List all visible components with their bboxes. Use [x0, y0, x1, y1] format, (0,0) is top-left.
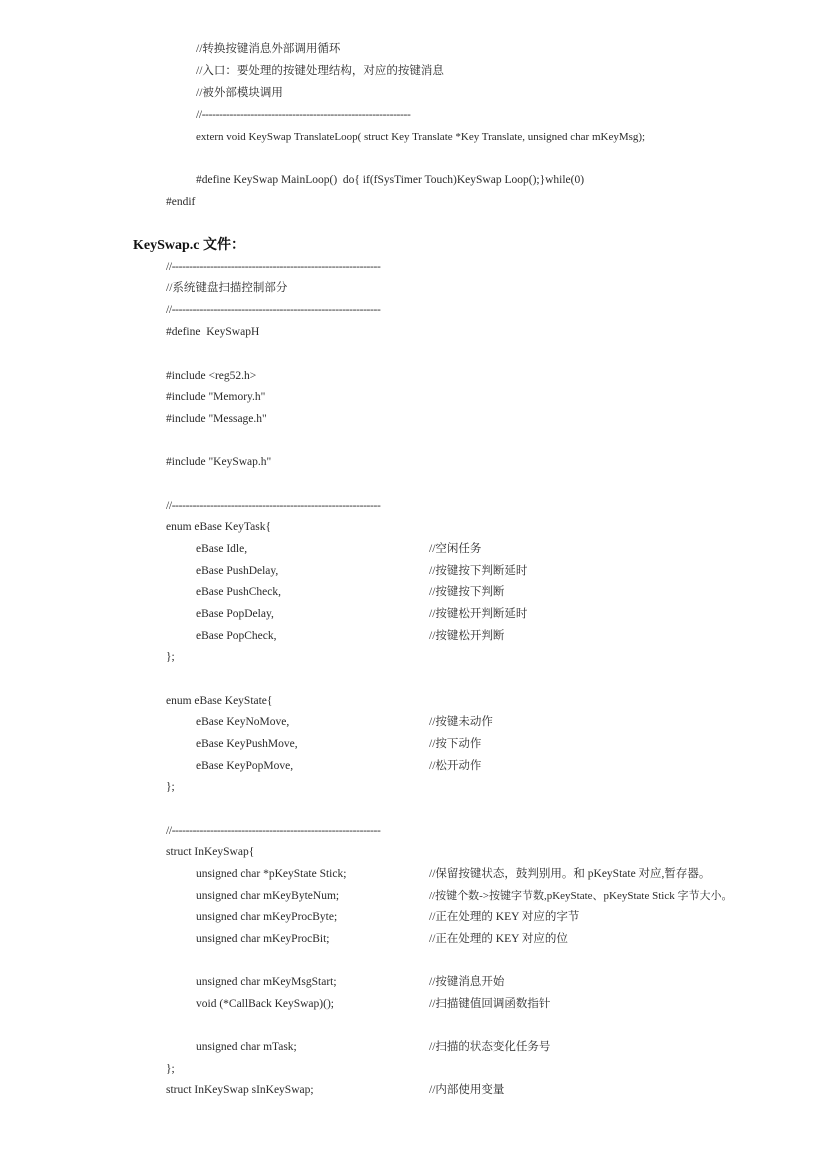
struct-comment: //按键消息开始 [429, 976, 505, 988]
struct-comment: //保留按键状态，鼓判别用。和 pKeyState 对应,暂存器。 [429, 868, 711, 880]
struct-comment: //正在处理的 KEY 对应的字节 [429, 911, 580, 923]
struct-field: unsigned char mTask; [196, 1041, 297, 1053]
section-heading: KeySwap.c 文件： [133, 238, 245, 253]
struct-comment: //按键个数->按键字节数,pKeyState、pKeyState Stick 字节大小。 [429, 890, 733, 902]
enum-item: eBase PopDelay, [196, 608, 274, 620]
enum-item: eBase PopCheck, [196, 630, 277, 642]
code-line: #include "Message.h" [166, 413, 267, 425]
code-line: }; [166, 651, 175, 663]
code-line: enum eBase KeyTask{ [166, 521, 271, 533]
code-line: struct InKeySwap sInKeySwap; [166, 1084, 314, 1096]
struct-comment: //正在处理的 KEY 对应的位 [429, 933, 568, 945]
struct-comment: //内部使用变量 [429, 1084, 505, 1096]
code-line: //入口：要处理的按键处理结构，对应的按键消息 [196, 65, 444, 77]
code-line: #include "Memory.h" [166, 391, 266, 403]
struct-field: unsigned char *pKeyState Stick; [196, 868, 347, 880]
struct-field: unsigned char mKeyByteNum; [196, 890, 340, 902]
code-line: enum eBase KeyState{ [166, 695, 273, 707]
enum-comment: //空闲任务 [429, 543, 482, 555]
struct-field: unsigned char mKeyMsgStart; [196, 976, 337, 988]
enum-item: eBase PushCheck, [196, 586, 281, 598]
enum-comment: //松开动作 [429, 760, 482, 772]
code-line: #include "KeySwap.h" [166, 456, 272, 468]
enum-item: eBase Idle, [196, 543, 248, 555]
code-line: //转换按键消息外部调用循环 [196, 43, 341, 55]
code-line: //------------------------------------------------------------ [166, 500, 381, 512]
code-line: extern void KeySwap TranslateLoop( struct Key Translate *Key Translate, unsigned char mKeyMsg); [196, 131, 646, 143]
code-line: #define KeySwapH [166, 326, 260, 338]
code-line: //------------------------------------------------------------ [166, 304, 381, 316]
code-line: struct InKeySwap{ [166, 846, 255, 858]
code-line: #endif [166, 196, 196, 208]
code-line: //被外部模块调用 [196, 87, 283, 99]
enum-comment: //按下动作 [429, 738, 482, 750]
code-line: //------------------------------------------------------------ [166, 261, 381, 273]
enum-comment: //按键未动作 [429, 716, 493, 728]
code-line: //------------------------------------------------------------ [196, 109, 411, 121]
code-line: //系统键盘扫描控制部分 [166, 282, 288, 294]
enum-item: eBase KeyPushMove, [196, 738, 298, 750]
enum-comment: //按键按下判断延时 [429, 565, 528, 577]
enum-item: eBase KeyPopMove, [196, 760, 294, 772]
struct-field: unsigned char mKeyProcByte; [196, 911, 338, 923]
code-line: #include <reg52.h> [166, 370, 257, 382]
enum-comment: //按键按下判断 [429, 586, 505, 598]
code-line: }; [166, 781, 175, 793]
code-line: }; [166, 1063, 175, 1075]
code-line: //------------------------------------------------------------ [166, 825, 381, 837]
struct-comment: //扫描的状态变化任务号 [429, 1041, 551, 1053]
struct-comment: //扫描键值回调函数指针 [429, 998, 551, 1010]
code-line: #define KeySwap MainLoop() do{ if(fSysTimer Touch)KeySwap Loop();}while(0) [196, 174, 585, 186]
struct-field: void (*CallBack KeySwap)(); [196, 998, 334, 1010]
enum-comment: //按键松开判断延时 [429, 608, 528, 620]
enum-item: eBase PushDelay, [196, 565, 279, 577]
enum-comment: //按键松开判断 [429, 630, 505, 642]
struct-field: unsigned char mKeyProcBit; [196, 933, 330, 945]
enum-item: eBase KeyNoMove, [196, 716, 290, 728]
